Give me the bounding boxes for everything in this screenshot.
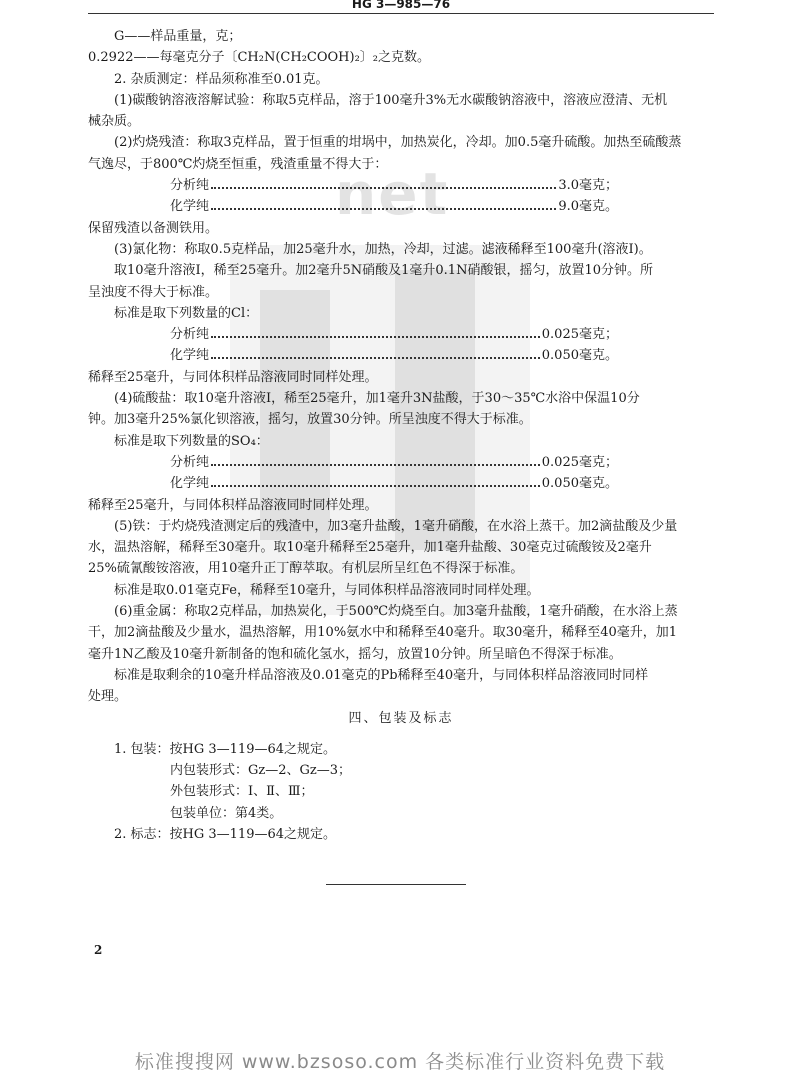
dot-leader (211, 351, 540, 359)
packaging-unit: 包装单位：第4类。 (170, 805, 283, 821)
limit-label: 化学纯 (170, 348, 210, 364)
marking-item-2: 2. 标志：按HG 3—119—64之规定。 (114, 826, 337, 842)
limit-label: 分析纯 (170, 327, 210, 343)
text-line: 标准是取0.01毫克Fe，稀释至10毫升，与同体积样品溶液同时同样处理。 (114, 582, 540, 598)
limit-value: 3.0毫克； (558, 178, 618, 194)
text-line: 标准是取下列数量的Cl： (114, 305, 259, 321)
dot-leader (211, 202, 556, 210)
residue-limit-ar (88, 175, 714, 196)
dot-leader (211, 330, 540, 338)
dot-leader (211, 458, 540, 466)
packaging-inner: 内包装形式：Gz—2、Gz—3； (170, 763, 352, 779)
text-line: 毫升1N乙酸及10毫升新制备的饱和硫化氢水，摇匀，放置10分钟。所呈暗色不得深于标准。 (88, 646, 622, 662)
text-line: (4)硫酸盐：取10毫升溶液Ⅰ，稀至25毫升，加1毫升3N盐酸，于30～35℃水浴中保温10分 (114, 391, 640, 407)
limit-value: 9.0毫克。 (558, 199, 618, 215)
text-line: 25%硫氰酸铵溶液，用10毫升正丁醇萃取。有机层所呈红色不得深于标准。 (88, 561, 524, 577)
sulfate-limit-ar (88, 452, 714, 473)
limit-label: 化学纯 (170, 476, 210, 492)
limit-label: 化学纯 (170, 199, 210, 215)
limit-label: 分析纯 (170, 454, 210, 470)
section-title: 四、包装及标志 (348, 710, 454, 726)
text-line: 稀释至25毫升，与同体积样品溶液同时同样处理。 (88, 369, 378, 385)
document-body (88, 26, 714, 845)
text-line: 0.2922——每毫克分子〔CH₂N(CH₂COOH)₂〕₂之克数。 (88, 50, 431, 66)
text-line: (6)重金属：称取2克样品，加热炭化，于500℃灼烧至白。加3毫升盐酸，1毫升硝酸，在水浴上蒸 (114, 604, 678, 620)
chloride-limit-cp (88, 345, 714, 366)
footer-watermark: 标准搜搜网 www.bzsoso.com 各类标准行业资料免费下载 (134, 1051, 666, 1073)
text-line: 保留残渣以备测铁用。 (88, 220, 219, 236)
sulfate-limit-cp (88, 473, 714, 494)
text-line: 2. 杂质测定：样品须称准至0.01克。 (114, 71, 329, 87)
text-line: (1)碳酸钠溶液溶解试验：称取5克样品，溶于100毫升3%无水碳酸钠溶液中，溶液应澄清、无机 (114, 92, 668, 108)
text-line: 标准是取下列数量的SO₄： (114, 433, 269, 449)
text-line: 水，温热溶解，稀释至30毫升。取10毫升稀释至25毫升，加1毫升盐酸、30毫克过硫酸铵及2毫升 (88, 540, 652, 556)
text-line: 标准是取剩余的10毫升样品溶液及0.01毫克的Pb稀释至40毫升，与同体积样品溶液同时同样 (114, 667, 649, 683)
dot-leader (211, 479, 540, 487)
page-header: HG 3—985—76 (88, 0, 714, 14)
limit-value: 0.050毫克。 (541, 348, 618, 364)
text-line: (5)铁：于灼烧残渣测定后的残渣中，加3毫升盐酸，1毫升硝酸，在水浴上蒸干。加2滴盐酸及少量 (114, 518, 678, 534)
page-number: 2 (94, 943, 103, 957)
text-line: G——样品重量，克； (114, 29, 242, 44)
text-line: 钟。加3毫升25%氯化钡溶液，摇匀，放置30分钟。所呈浊度不得大于标准。 (88, 412, 532, 428)
text-line: 械杂质。 (88, 114, 141, 130)
limit-value: 0.025毫克； (541, 454, 618, 470)
dot-leader (211, 181, 556, 189)
limit-value: 0.050毫克。 (541, 476, 618, 492)
packaging-item-1: 1. 包装：按HG 3—119—64之规定。 (114, 741, 337, 757)
limit-label: 分析纯 (170, 178, 210, 194)
text-line: (2)灼烧残渣：称取3克样品，置于恒重的坩埚中，加热炭化，冷却。加0.5毫升硫酸。加热至硫酸蒸 (114, 135, 682, 151)
residue-limit-cp (88, 196, 714, 217)
end-rule (326, 884, 466, 885)
text-line: 呈浊度不得大于标准。 (88, 284, 219, 300)
text-line: 干，加2滴盐酸及少量水，温热溶解，用10%氨水中和稀释至40毫升。取30毫升，稀释至40毫升，加1 (88, 625, 678, 641)
text-line: 处理。 (88, 689, 128, 705)
packaging-outer: 外包装形式：Ⅰ、Ⅱ、Ⅲ； (170, 784, 314, 800)
chloride-limit-ar (88, 324, 714, 345)
limit-value: 0.025毫克； (541, 327, 618, 343)
text-line: 稀释至25毫升，与同体积样品溶液同时同样处理。 (88, 497, 378, 513)
watermark-text: net (335, 160, 450, 228)
text-line: 气逸尽，于800℃灼烧至恒重，残渣重量不得大于： (88, 156, 388, 172)
text-line: 取10毫升溶液Ⅰ，稀至25毫升。加2毫升5N硝酸及1毫升0.1N硝酸银，摇匀，放置10分钟。所 (114, 263, 653, 279)
text-line: (3)氯化物：称取0.5克样品，加25毫升水，加热，冷却，过滤。滤液稀释至100毫升(溶液Ⅰ)。 (114, 241, 652, 257)
